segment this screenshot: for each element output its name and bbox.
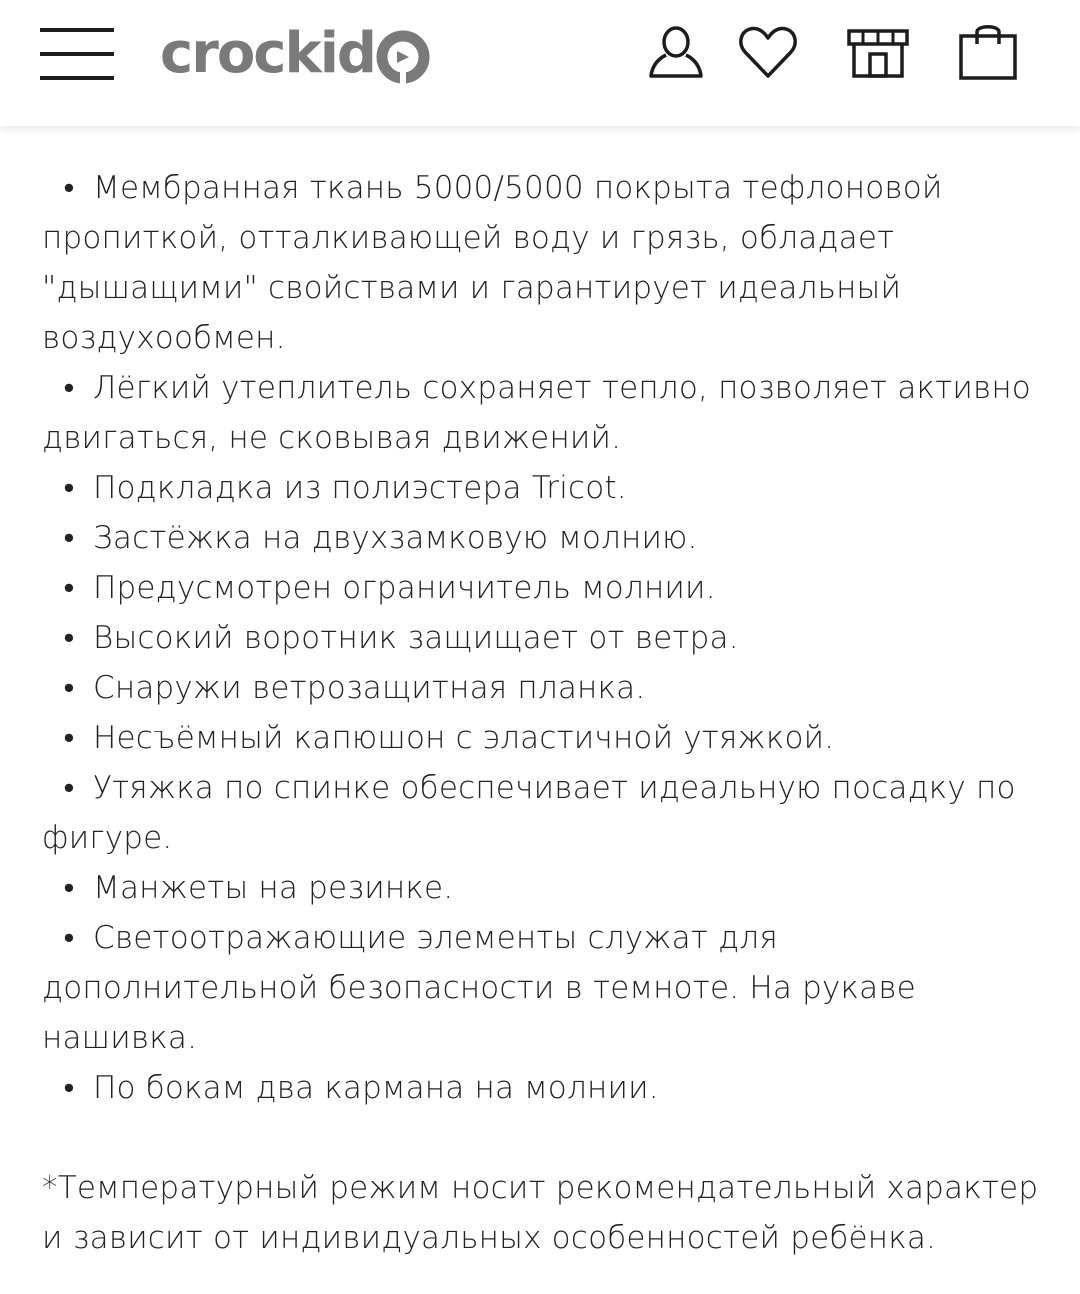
menu-button[interactable]	[40, 28, 114, 80]
brand-name: crockid	[160, 21, 376, 86]
list-item	[42, 1063, 1042, 1113]
menu-icon-line	[40, 76, 114, 80]
temperature-footnote: *Температурный режим носит рекомендательный характер и зависит от индивидуальных особенностей ребёнка.	[42, 1170, 1039, 1256]
list-item-text: По бокам два кармана на молнии.	[93, 1070, 659, 1106]
bullet: •	[63, 670, 75, 706]
bullet: •	[63, 620, 75, 656]
bullet: •	[63, 570, 75, 606]
list-item-text: Подкладка из полиэстера Tricot.	[93, 470, 627, 506]
list-item-text: Мембранная ткань 5000/5000 покрыта тефлоновой пропиткой, отталкивающей воду и грязь, обладает "дышащими" свойствами и гарантирует идеальный воздухообмен.	[42, 170, 943, 356]
bullet: •	[63, 170, 75, 206]
list-item	[42, 163, 1042, 363]
list-item	[42, 513, 1042, 563]
list-item-text: Высокий воротник защищает от ветра.	[93, 620, 739, 656]
bullet: •	[63, 920, 75, 956]
bullet: •	[63, 520, 75, 556]
menu-icon-line	[40, 52, 114, 56]
user-icon	[644, 20, 708, 84]
list-item	[42, 563, 1042, 613]
list-item	[42, 913, 1042, 1063]
bullet: •	[63, 1070, 75, 1106]
crockid-logo-mark-icon	[375, 29, 431, 85]
account-button[interactable]	[644, 20, 708, 84]
list-item-text: Лёгкий утеплитель сохраняет тепло, позволяет активно двигаться, не сковывая движений.	[42, 370, 1031, 456]
list-item-text: Застёжка на двухзамковую молнию.	[93, 520, 698, 556]
heart-icon	[736, 20, 800, 84]
bullet: •	[63, 870, 75, 906]
list-item-text: Манжеты на резинке.	[93, 870, 454, 906]
list-item	[42, 613, 1042, 663]
menu-icon-line	[40, 28, 114, 32]
brand-logo[interactable]	[160, 18, 431, 90]
list-item	[42, 713, 1042, 763]
list-item	[42, 763, 1042, 863]
product-description	[42, 163, 1042, 1294]
list-item-text: Светоотражающие элементы служат для дополнительной безопасности в темноте. На рукаве нашивка.	[42, 920, 916, 1056]
list-item-text: Предусмотрен ограничитель молнии.	[93, 570, 716, 606]
bullet: •	[63, 370, 75, 406]
stores-button[interactable]	[846, 20, 910, 84]
list-item	[42, 363, 1042, 463]
list-item-text: Несъёмный капюшон с эластичной утяжкой.	[93, 720, 835, 756]
bullet: •	[63, 470, 75, 506]
bullet: •	[63, 720, 75, 756]
site-header	[0, 0, 1080, 126]
list-item	[42, 863, 1042, 913]
shopping-bag-icon	[956, 20, 1020, 84]
feature-list	[42, 163, 1042, 1113]
list-item	[42, 663, 1042, 713]
cart-button[interactable]	[956, 20, 1020, 84]
list-item	[42, 463, 1042, 513]
favorites-button[interactable]	[736, 20, 800, 84]
list-item-text: Снаружи ветрозащитная планка.	[93, 670, 646, 706]
bullet: •	[63, 770, 75, 806]
store-icon	[846, 20, 910, 84]
list-item-text: Утяжка по спинке обеспечивает идеальную посадку по фигуре.	[42, 770, 1016, 856]
